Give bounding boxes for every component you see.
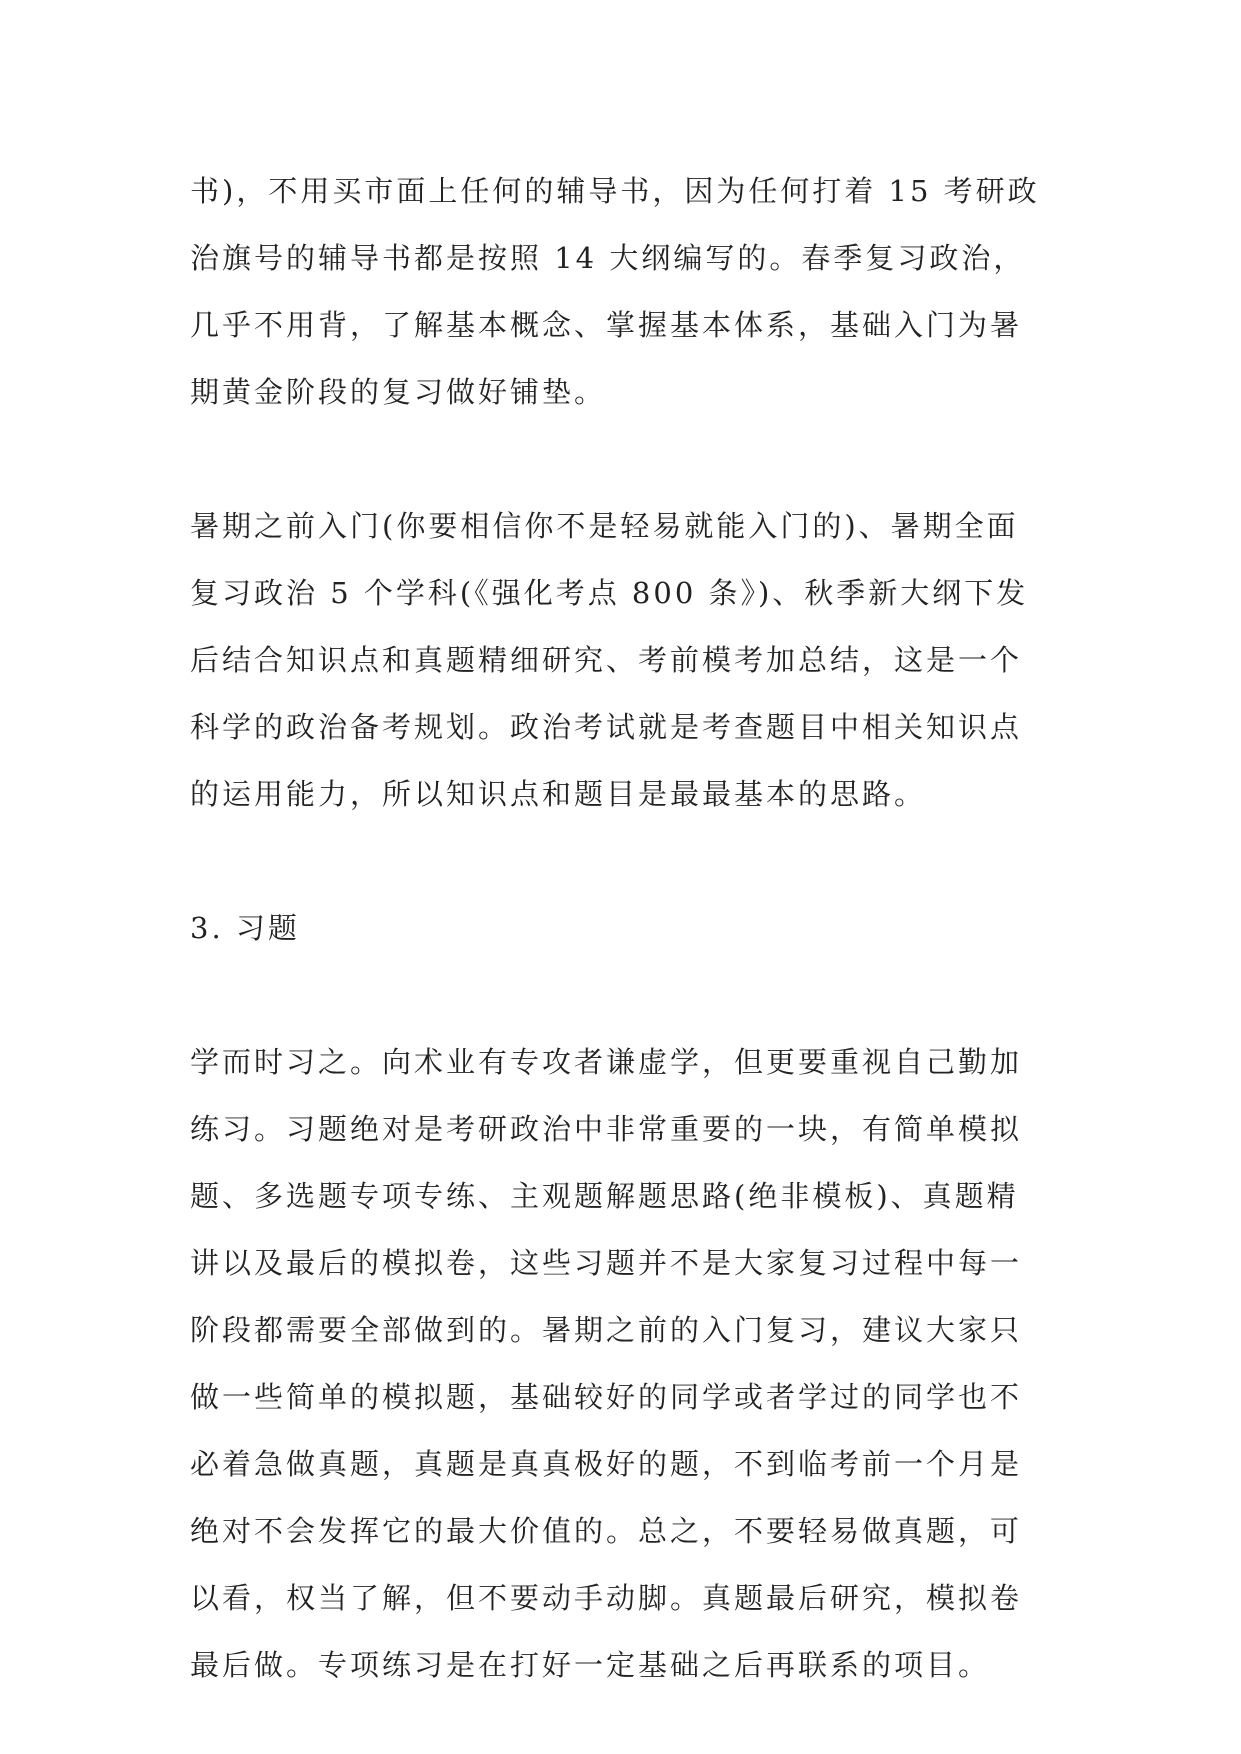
text-line: 期黄金阶段的复习做好铺垫。	[190, 375, 607, 409]
text-line: 复习政治 5 个学科(《强化考点 800 条》)、秋季新大纲下发	[190, 576, 1029, 610]
text-line: 题、多选题专项专练、主观题解题思路(绝非模板)、真题精	[190, 1179, 1019, 1213]
text-line: 必着急做真题，真题是真真极好的题，不到临考前一个月是	[190, 1447, 1023, 1481]
text-line: 做一些简单的模拟题，基础较好的同学或者学过的同学也不	[190, 1380, 1023, 1414]
paragraph-spacer	[190, 962, 1060, 1029]
paragraph-spacer	[190, 828, 1060, 895]
text-line: 讲以及最后的模拟卷，这些习题并不是大家复习过程中每一	[190, 1246, 1023, 1280]
text-line: 暑期之前入门(你要相信你不是轻易就能入门的)、暑期全面	[190, 509, 1019, 543]
text-line: 后结合知识点和真题精细研究、考前模考加总结，这是一个	[190, 643, 1023, 677]
paragraph-2	[190, 493, 1060, 828]
document-body	[190, 158, 1060, 1699]
paragraph-spacer	[190, 426, 1060, 493]
text-line: 学而时习之。向术业有专攻者谦虚学，但更要重视自己勤加	[190, 1045, 1023, 1079]
text-line: 绝对不会发挥它的最大价值的。总之，不要轻易做真题，可	[190, 1514, 1023, 1548]
section-heading: 3. 习题	[190, 911, 300, 945]
paragraph-1	[190, 158, 1060, 426]
text-line: 书)，不用买市面上任何的辅导书，因为任何打着 15 考研政	[190, 174, 1040, 208]
text-line: 以看，权当了解，但不要动手动脚。真题最后研究，模拟卷	[190, 1581, 1023, 1615]
text-line: 科学的政治备考规划。政治考试就是考查题目中相关知识点	[190, 710, 1023, 744]
text-line: 阶段都需要全部做到的。暑期之前的入门复习，建议大家只	[190, 1313, 1023, 1347]
text-line: 几乎不用背，了解基本概念、掌握基本体系，基础入门为暑	[190, 308, 1023, 342]
text-line: 最后做。专项练习是在打好一定基础之后再联系的项目。	[190, 1648, 991, 1682]
text-line: 治旗号的辅导书都是按照 14 大纲编写的。春季复习政治，	[190, 241, 1026, 275]
text-line: 的运用能力，所以知识点和题目是最最基本的思路。	[190, 777, 927, 811]
paragraph-3	[190, 1029, 1060, 1699]
text-line: 练习。习题绝对是考研政治中非常重要的一块，有简单模拟	[190, 1112, 1023, 1146]
